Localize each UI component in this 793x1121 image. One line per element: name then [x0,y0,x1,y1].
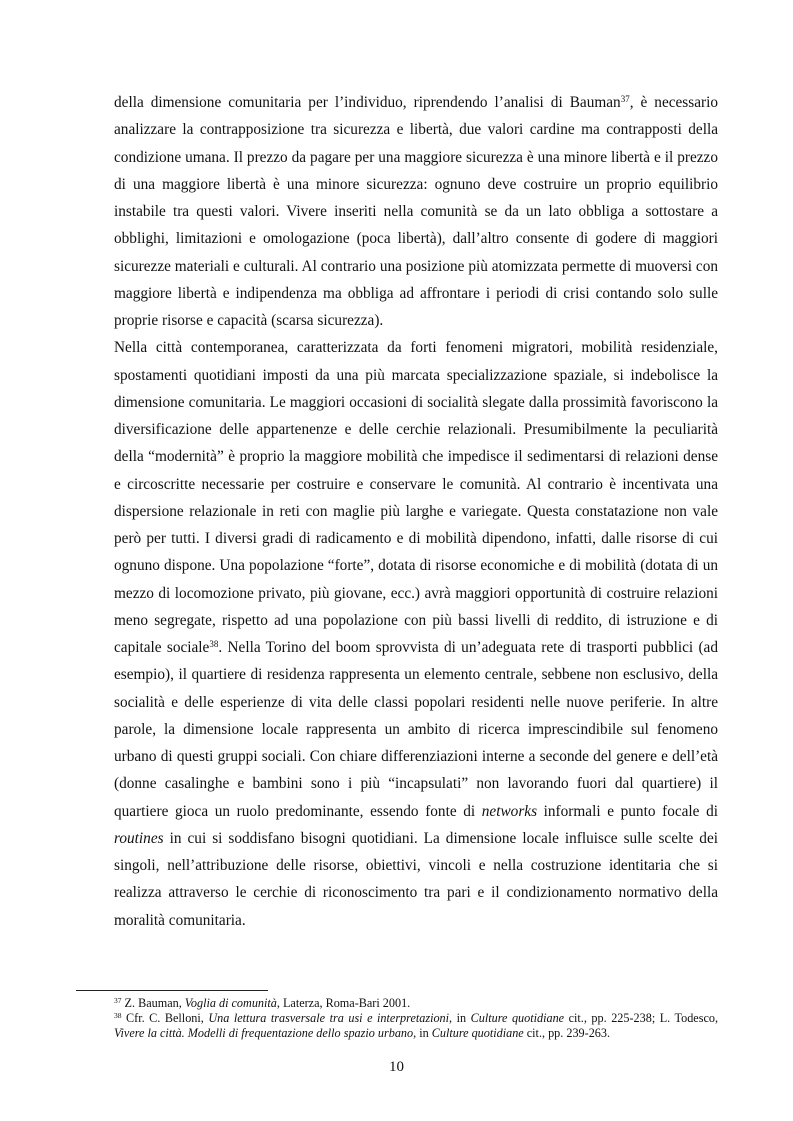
footnote-38-text-a: Cfr. C. Belloni, [121,1011,209,1025]
footnote-38-title-2: Culture quotidiane [470,1011,565,1025]
footnote-38-title-1: Una lettura trasversale tra usi e interpretazioni [208,1011,450,1025]
paragraph-2-text-c: informali e punto focale di [537,802,718,820]
footnote-38-text-c: cit., pp. 225-238; L. Todesco, [564,1011,719,1025]
footnote-38-title-4: Culture quotidiane [431,1026,524,1040]
footnote-38-text-e: cit., pp. 239-263. [523,1026,611,1040]
body-text [114,89,718,934]
footnote-37-text-b: , Laterza, Roma-Bari 2001. [276,996,411,1010]
footnote-number-37: 37 [114,996,122,1005]
footnote-37-text-a: Z. Bauman, [121,996,185,1010]
footnote-38-text-d: , in [413,1026,432,1040]
footnote-37-title: Voglia di comunità [184,996,277,1010]
emphasis-networks: networks [481,802,538,820]
footnote-38-title-3: Vivere la città. Modelli di frequentazione dello spazio urbano [114,1026,414,1040]
paragraph-2 [114,334,718,934]
emphasis-routines: routines [114,829,164,847]
footnote-ref-38[interactable]: 38 [209,639,219,649]
footnote-38-text-b: , in [449,1011,471,1025]
paragraph-2-text-a: Nella città contemporanea, caratterizzata da forti fenomeni migratori, mobilità residenziale, spostamenti quotidiani imposti da una più marcata specializzazione spaziale, si indebolisce la dimensione comunitaria. Le maggiori occasioni di socialità slegate dalla prossimità favoriscono la diversificazione delle appartenenze e delle cerchie relazionali. Presumibilmente la peculiarità della “modernità” è proprio la maggiore mobilità che impedisce il sedimentarsi di relazioni dense e circoscritte necessarie per costruire e conservare le comunità. Al contrario è incentivata una dispersione relazionale in reti con maglie più larghe e variegate. Questa constatazione non vale però per tutti. I diversi gradi di radicamento e di mobilità dipendono, infatti, dalle risorse di cui ognuno dispone. Una popolazione “forte”, dotata di risorse economiche e di mobilità (dotata di un mezzo di locomozione privato, più giovane, ecc.) avrà maggiori opportunità di costruire relazioni meno segregate, rispetto ad una popolazione con più bassi livelli di reddito, di istruzione e di capitale sociale [114,339,718,656]
page-number: 10 [389,1059,404,1075]
paragraph-2-text-b: . Nella Torino del boom sprovvista di un’adeguata rete di trasporti pubblici (ad esempio), il quartiere di residenza rappresenta un elemento centrale, sebbene non esclusivo, della socialità e delle esperienze di vita delle classi popolari residenti nelle nuove periferie. In altre parole, la dimensione locale rappresenta un ambito di ricerca imprescindibile sul fenomeno urbano di questi gruppi sociali. Con chiare differenziazioni interne a seconde del genere e dell’età (donne casalinghe e bambini sono i più “incapsulati” non lavorando fuori dal quartiere) il quartiere gioca un ruolo predominante, essendo fonte di [114,639,718,820]
footnote-separator [76,990,268,991]
footnote-ref-37[interactable]: 37 [620,94,630,104]
paragraph-1-text-b: , è necessario analizzare la contrapposizione tra sicurezza e libertà, due valori cardine ma contrapposti della condizione umana. Il prezzo da pagare per una maggiore sicurezza è una minore libertà e il prezzo di una maggiore libertà è una minore sicurezza: ognuno deve costruire un proprio equilibrio instabile tra questi valori. Vivere inseriti nella comunità se da un lato obbliga a sottostare a obblighi, limitazioni e omologazione (poca libertà), dall’altro consente di godere di maggiori sicurezze materiali e culturali. Al contrario una posizione più atomizzata permette di muoversi con maggiore libertà e indipendenza ma obbliga ad affrontare i periodi di crisi contando solo sulle proprie risorse e capacità (scarsa sicurezza). [114,94,718,329]
paragraph-1 [114,89,718,334]
footnote-number-38: 38 [114,1011,122,1020]
footnote-37 [114,996,718,1011]
paragraph-2-text-d: in cui si soddisfano bisogni quotidiani. La dimensione locale influisce sulle scelte dei singoli, nell’attribuzione delle risorse, obiettivi, vincoli e nella costruzione identitaria che si realizza attraverso le cerchie di riconoscimento tra pari e il condizionamento normativo della moralità comunitaria. [114,829,718,929]
footnote-38 [114,1011,718,1041]
footnotes [114,996,718,1041]
paragraph-1-text-a: della dimensione comunitaria per l’individuo, riprendendo l’analisi di Bauman [114,94,621,111]
